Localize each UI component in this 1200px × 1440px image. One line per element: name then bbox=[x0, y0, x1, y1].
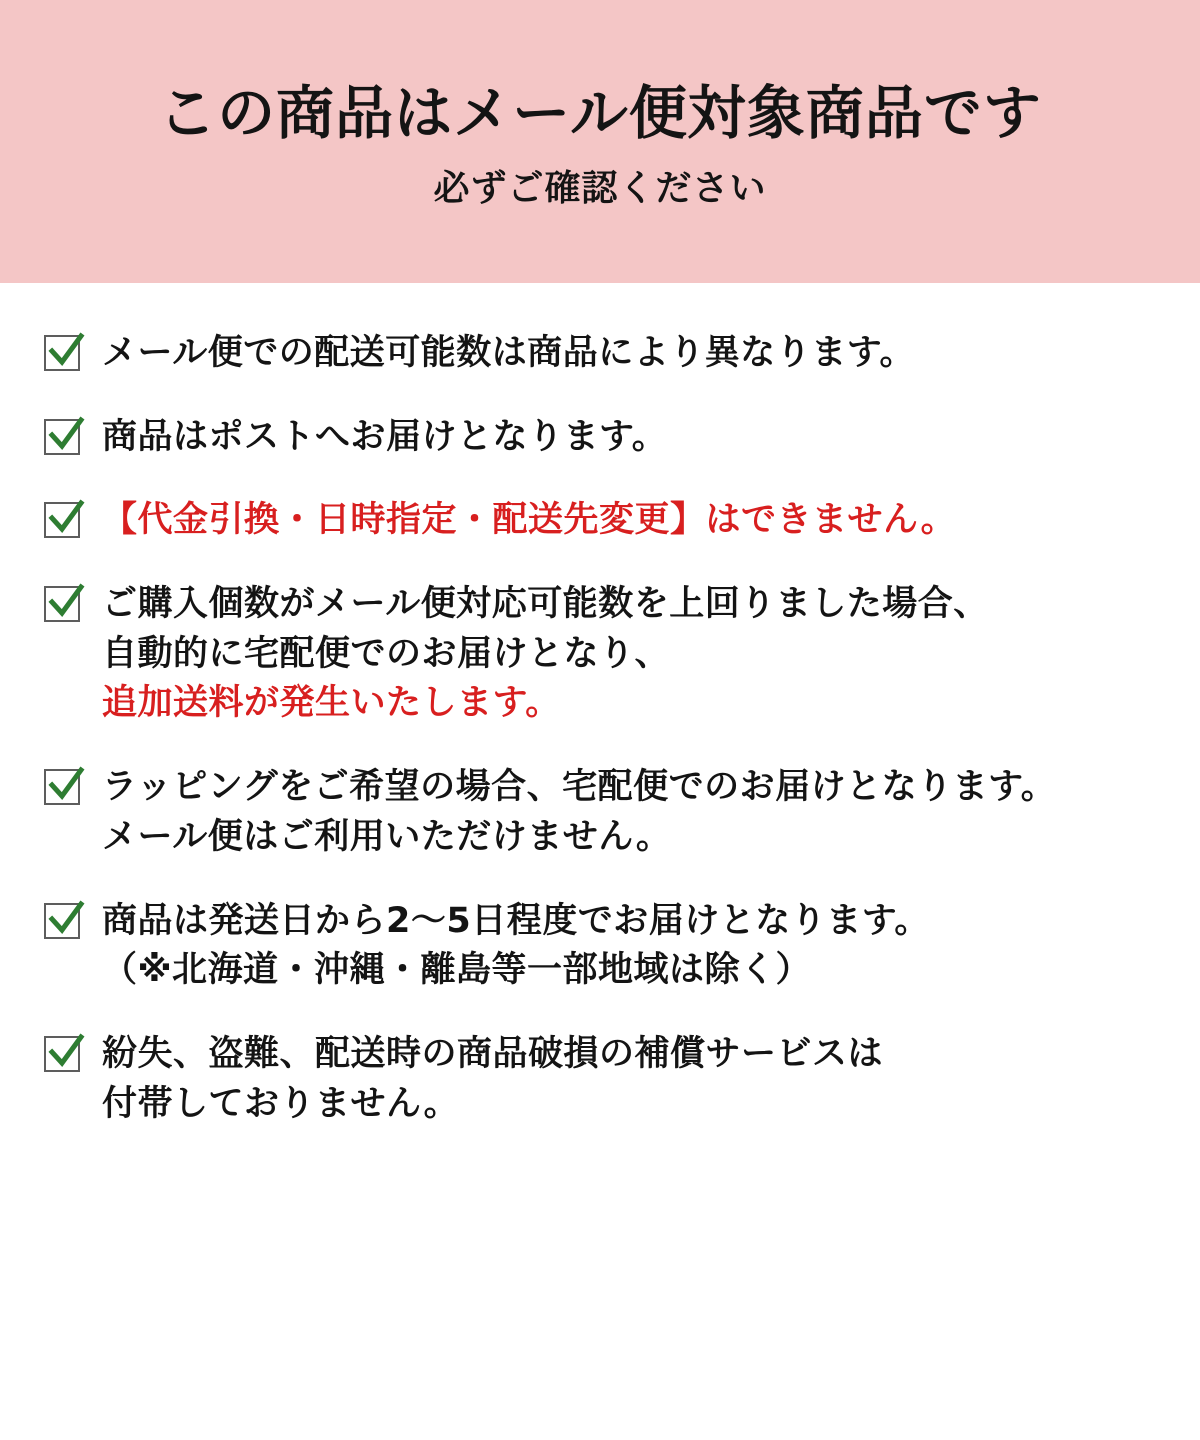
notice-item bbox=[44, 413, 1160, 463]
notice-line: 商品はポストへお届けとなります。 bbox=[102, 416, 668, 457]
notice-item bbox=[44, 1030, 1160, 1129]
notice-line: メール便はご利用いただけません。 bbox=[102, 816, 672, 857]
notice-line: 紛失、盗難、配送時の商品破損の補償サービスは bbox=[102, 1033, 884, 1074]
checkbox-checked-icon bbox=[44, 1036, 82, 1074]
notice-line: 商品は発送日から2〜5日程度でお届けとなります。 bbox=[102, 900, 930, 941]
notice-line: メール便での配送可能数は商品により異なります。 bbox=[102, 333, 916, 373]
notice-item bbox=[44, 329, 1160, 379]
notice-text bbox=[102, 897, 1160, 996]
checkbox-checked-icon bbox=[44, 335, 82, 373]
page-title: この商品はメール便対象商品です bbox=[158, 78, 1042, 147]
checkbox-checked-icon bbox=[44, 419, 82, 457]
notice-text bbox=[102, 413, 1160, 463]
notice-item bbox=[44, 496, 1160, 546]
checkbox-checked-icon bbox=[44, 903, 82, 941]
notice-text bbox=[102, 763, 1160, 862]
notice-line: （※北海道・沖縄・離島等一部地域は除く） bbox=[102, 950, 812, 991]
notice-line: ご購入個数がメール便対応可能数を上回りました場合、 bbox=[102, 584, 989, 625]
notice-line: 付帯しておりません。 bbox=[102, 1083, 460, 1124]
notice-item bbox=[44, 897, 1160, 996]
notice-list bbox=[0, 283, 1200, 1129]
notice-text bbox=[102, 329, 1160, 379]
checkbox-checked-icon bbox=[44, 586, 82, 624]
checkbox-checked-icon bbox=[44, 769, 82, 807]
notice-banner bbox=[0, 0, 1200, 283]
notice-line: 【代金引換・日時指定・配送先変更】はできません。 bbox=[102, 500, 957, 541]
notice-line: 自動的に宅配便でのお届けとなり、 bbox=[102, 633, 671, 674]
checkbox-checked-icon bbox=[44, 502, 82, 540]
notice-text bbox=[102, 496, 1160, 546]
notice-text bbox=[102, 1030, 1160, 1129]
notice-line: 追加送料が発生いたします。 bbox=[102, 683, 561, 724]
page-subtitle: 必ずご確認ください bbox=[433, 168, 767, 210]
notice-text bbox=[102, 580, 1160, 729]
notice-item bbox=[44, 763, 1160, 862]
notice-line: ラッピングをご希望の場合、宅配便でのお届けとなります。 bbox=[102, 767, 1057, 808]
notice-item bbox=[44, 580, 1160, 729]
